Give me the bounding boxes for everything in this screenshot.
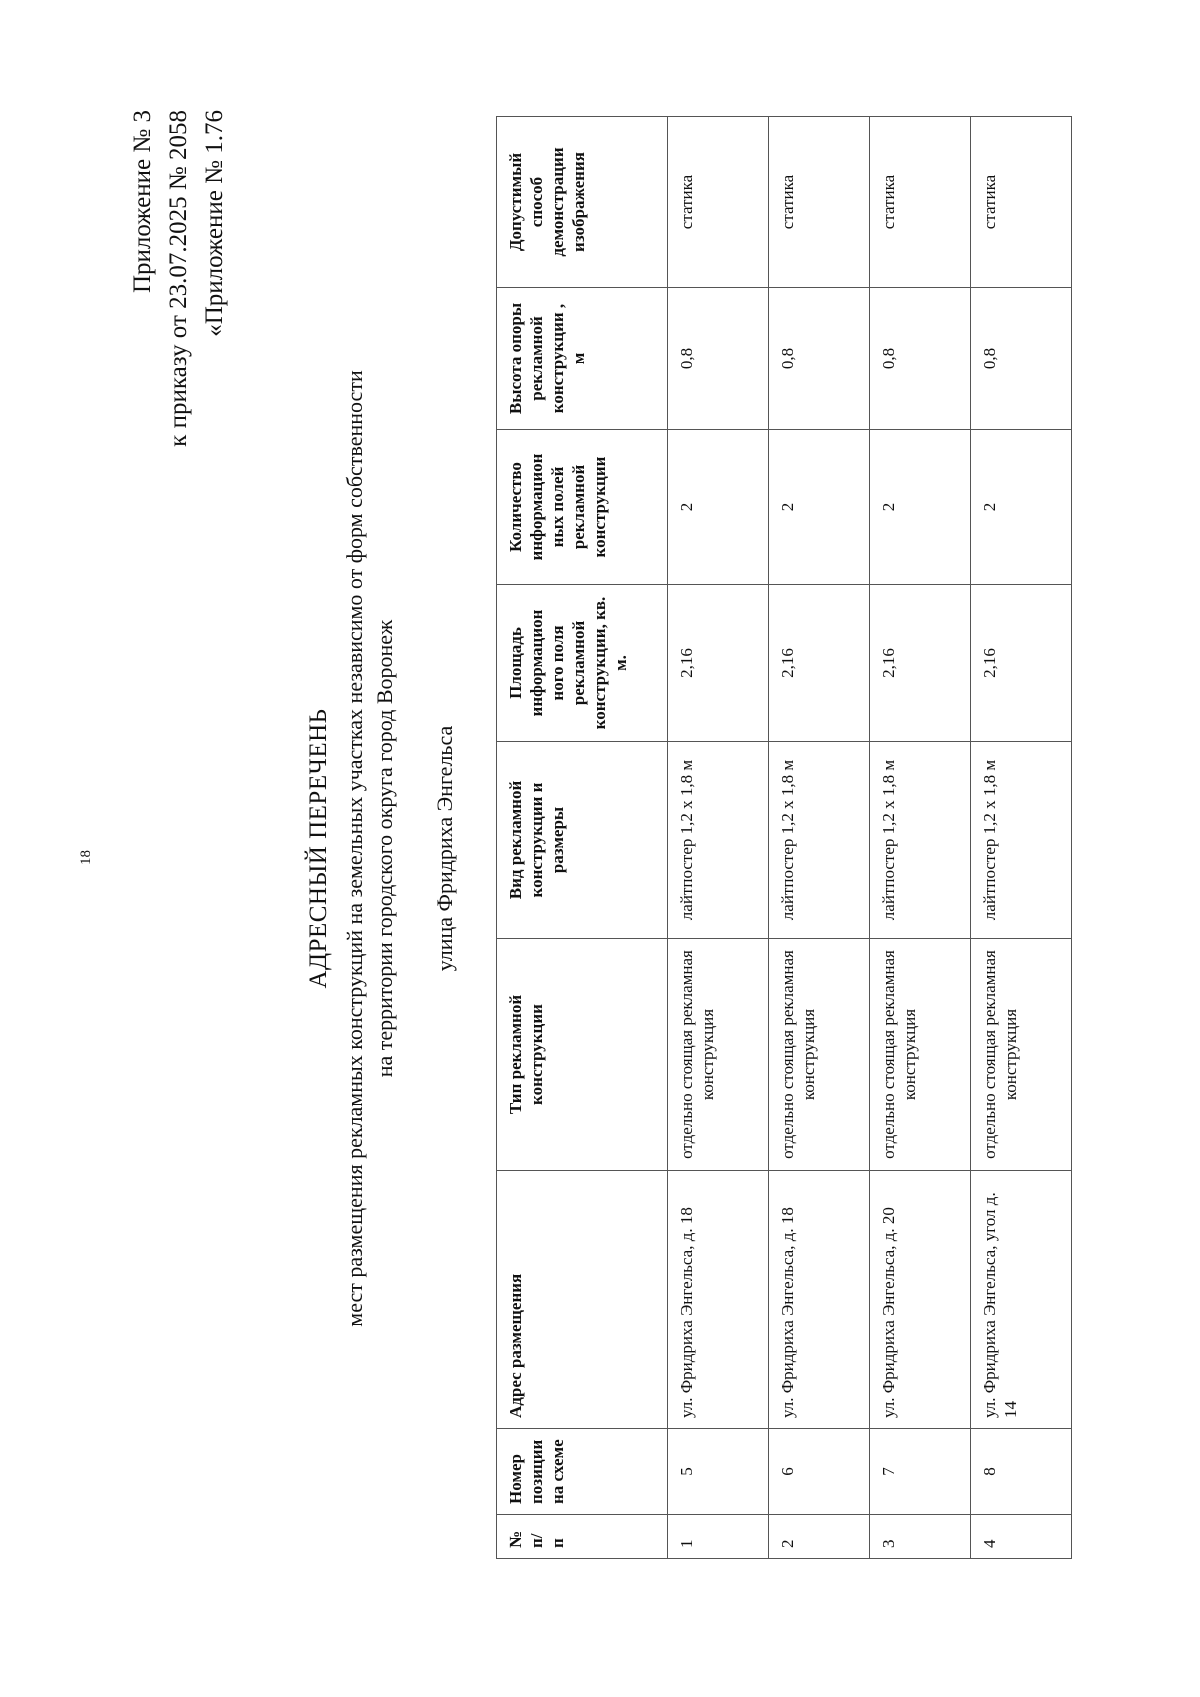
page-number: 18	[78, 850, 94, 865]
header-support-height: Высота опоры рекламной конструкции , м	[497, 288, 668, 430]
header-field-count: Количество информацион ных полей рекламной конструкции	[497, 430, 668, 585]
cell-field-count: 2	[870, 430, 971, 585]
cell-address: ул. Фридриха Энгельса, д. 20	[870, 1171, 971, 1429]
cell-address: ул. Фридриха Энгельса, д. 18	[769, 1171, 870, 1429]
cell-scheme-position: 6	[769, 1429, 870, 1515]
cell-row-number: 3	[870, 1515, 971, 1559]
appendix-line-3: «Приложение № 1.76	[201, 110, 228, 337]
header-address: Адрес размещения	[497, 1171, 668, 1429]
appendix-line-1: Приложение № 3	[129, 110, 156, 294]
cell-field-count: 2	[668, 430, 769, 585]
cell-construction-type: отдельно стоящая рекламная конструкция	[668, 939, 769, 1171]
cell-field-count: 2	[769, 430, 870, 585]
street-heading: улица Фридриха Энгельса	[432, 725, 457, 972]
table-row	[971, 117, 1072, 1559]
cell-display-method: статика	[971, 117, 1072, 288]
header-field-area: Площадь информацион ного поля рекламной конструкции, кв. м.	[497, 585, 668, 742]
header-construction-kind-size: Вид рекламной конструкции и размеры	[497, 742, 668, 939]
cell-construction-kind-size: лайтпостер 1,2 х 1,8 м	[971, 742, 1072, 939]
header-scheme-position: Номер позиции на схеме	[497, 1429, 668, 1515]
appendix-line-2: к приказу от 23.07.2025 № 2058	[165, 110, 192, 447]
cell-construction-kind-size: лайтпостер 1,2 х 1,8 м	[870, 742, 971, 939]
placement-table	[496, 116, 1072, 1559]
header-row-number: № п/п	[497, 1515, 668, 1559]
cell-field-area: 2,16	[668, 585, 769, 742]
cell-field-area: 2,16	[769, 585, 870, 742]
header-display-method: Допустимый способ демонстрации изображения	[497, 117, 668, 288]
table-row	[668, 117, 769, 1559]
cell-scheme-position: 7	[870, 1429, 971, 1515]
cell-support-height: 0,8	[668, 288, 769, 430]
cell-row-number: 2	[769, 1515, 870, 1559]
cell-field-area: 2,16	[971, 585, 1072, 742]
cell-construction-type: отдельно стоящая рекламная конструкция	[769, 939, 870, 1171]
cell-support-height: 0,8	[769, 288, 870, 430]
table-row	[870, 117, 971, 1559]
document-subtitle-line-2: на территории городского округа город Воронеж	[372, 619, 397, 1078]
cell-scheme-position: 8	[971, 1429, 1072, 1515]
cell-row-number: 1	[668, 1515, 769, 1559]
cell-construction-type: отдельно стоящая рекламная конструкция	[870, 939, 971, 1171]
table-header-row	[497, 117, 668, 1559]
cell-support-height: 0,8	[870, 288, 971, 430]
header-construction-type: Тип рекламной конструкции	[497, 939, 668, 1171]
appendix-block	[125, 110, 233, 447]
cell-construction-kind-size: лайтпостер 1,2 х 1,8 м	[668, 742, 769, 939]
table-row	[769, 117, 870, 1559]
cell-display-method: статика	[668, 117, 769, 288]
cell-field-area: 2,16	[870, 585, 971, 742]
cell-row-number: 4	[971, 1515, 1072, 1559]
cell-scheme-position: 5	[668, 1429, 769, 1515]
cell-display-method: статика	[769, 117, 870, 288]
cell-address: ул. Фридриха Энгельса, угол д. 14	[971, 1171, 1072, 1429]
cell-construction-kind-size: лайтпостер 1,2 х 1,8 м	[769, 742, 870, 939]
cell-construction-type: отдельно стоящая рекламная конструкция	[971, 939, 1072, 1171]
cell-support-height: 0,8	[971, 288, 1072, 430]
cell-field-count: 2	[971, 430, 1072, 585]
cell-display-method: статика	[870, 117, 971, 288]
document-subtitle-line-1: мест размещения рекламных конструкций на земельных участках независимо от форм собственности	[342, 370, 367, 1327]
cell-address: ул. Фридриха Энгельса, д. 18	[668, 1171, 769, 1429]
document-title: АДРЕСНЫЙ ПЕРЕЧЕНЬ	[305, 708, 332, 989]
